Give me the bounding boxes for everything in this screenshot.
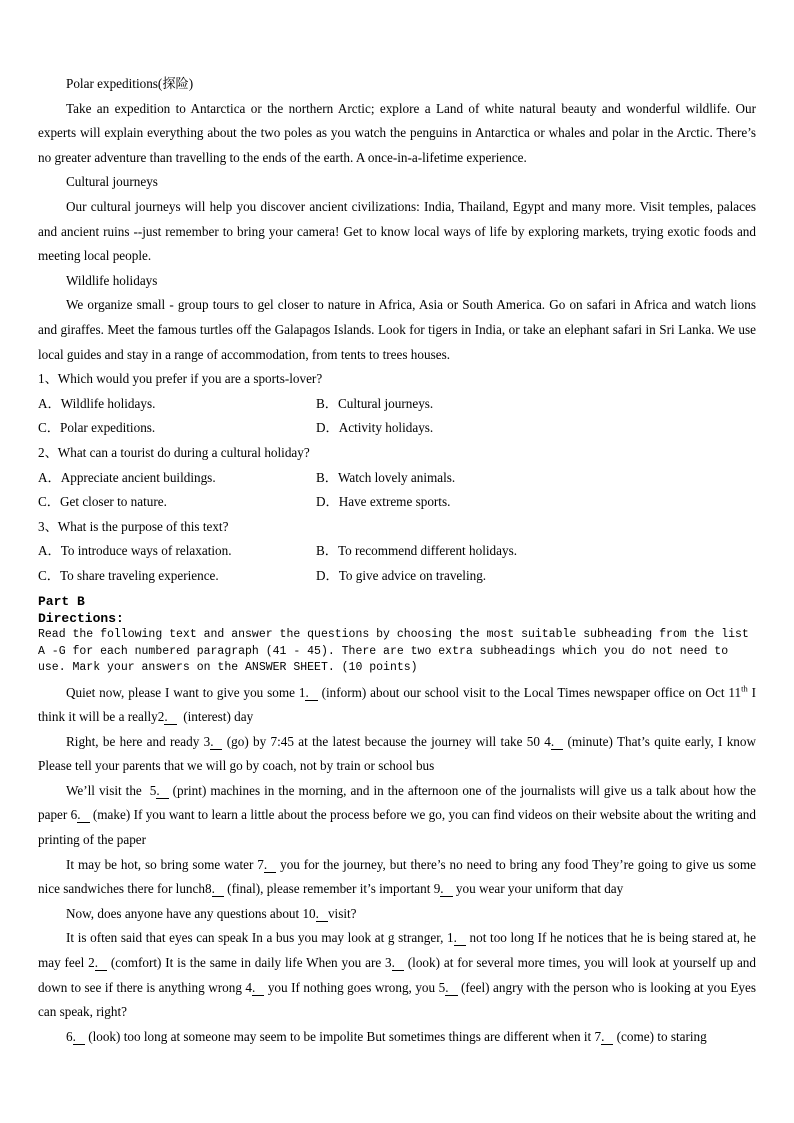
option-B: B．Cultural journeys.: [316, 395, 434, 411]
option-B: B．To recommend different holidays.: [316, 543, 517, 559]
paragraph: Now, does anyone have any questions about 10. visit?: [66, 905, 357, 921]
blank-underline: .: [77, 807, 89, 823]
superscript: th: [741, 683, 748, 694]
option-D: D．Activity holidays.: [316, 420, 434, 436]
blank-underline: .: [601, 1029, 613, 1045]
reading-passage: [38, 72, 756, 367]
option-A: A．Wildlife holidays.: [38, 395, 156, 411]
option-row: [38, 490, 756, 515]
option-row: [38, 539, 756, 564]
blank-underline: .: [264, 857, 276, 873]
option-A: A．Appreciate ancient buildings.: [38, 469, 216, 485]
blank-underline: .: [212, 881, 224, 897]
blank-underline: .: [551, 734, 563, 750]
blank-underline: .: [73, 1029, 85, 1045]
option-C: C．Polar expeditions.: [38, 420, 156, 436]
paragraph: Polar expeditions(探险): [66, 76, 194, 91]
option-B: B．Watch lovely animals.: [316, 469, 456, 485]
blank-underline: .: [305, 685, 317, 701]
paragraph: 6. (look) too long at someone may seem to be impolite But sometimes things are different when it 7. (come) to staring: [66, 1028, 707, 1044]
blank-underline: .: [210, 734, 222, 750]
paragraph: We organize small - group tours to gel closer to nature in Africa, Asia or South America. Go on safari in Africa and watch lions and giraffes. Meet the famous turtles off the Galapagos Islands. Look for tigers in India, or take an elephant safari in Sri Lanka. We use local guides and stay in a range of accommodation, from tents to trees houses.: [38, 297, 756, 362]
blank-underline: .: [392, 955, 404, 971]
blank-underline: .: [156, 783, 168, 799]
blank-underline: .: [164, 709, 176, 725]
cloze-passage-school-visit: [38, 681, 756, 927]
paragraph: Wildlife holidays: [66, 272, 158, 288]
option-row: [38, 392, 756, 417]
paragraph: Right, be here and ready 3. (go) by 7:45 at the latest because the journey will take 50 4. (minute) That’s quite early, I know Please tell your parents that we will go by coach, not by train or school bus: [38, 733, 757, 774]
paragraph: We’ll visit the 5. (print) machines in the morning, and in the afternoon one of the journalists will give us a talk about how the paper 6. (make) If you want to learn a little about the process before we go, you can find videos on their website about the writing and printing of the paper: [38, 782, 757, 848]
paragraph: Cultural journeys: [66, 174, 158, 190]
option-A: A．To introduce ways of relaxation.: [38, 543, 232, 559]
option-row: [38, 416, 756, 441]
option-D: D．To give advice on traveling.: [316, 567, 487, 583]
paragraph: Take an expedition to Antarctica or the northern Arctic; explore a Land of white natural beauty and wonderful wildlife. Our experts will explain everything about the two poles as you watch the penguins in Antarctica or whales and polar in the Arctic. There’s no greater adventure than travelling to the ends of the earth. A once-in-a-lifetime experience.: [38, 100, 756, 165]
option-C: C．To share traveling experience.: [38, 567, 219, 583]
part-b-section: [38, 594, 756, 676]
option-row: [38, 564, 756, 589]
directions-label: Directions:: [38, 610, 124, 626]
blank-underline: .: [454, 930, 466, 946]
blank-underline: .: [95, 955, 107, 971]
option-row: [38, 466, 756, 491]
blank-underline: .: [445, 980, 457, 996]
question-stem-3: 3、What is the purpose of this text?: [38, 518, 229, 534]
blank-underline: .: [252, 980, 264, 996]
blank-underline: .: [316, 906, 328, 922]
paragraph: It is often said that eyes can speak In a bus you may look at g stranger, 1. not too long If he notices that he is being stared at, he may feel 2. (comfort) It is the same in daily life When you are 3. (look) at for several more times, you will look at yourself up and down to see if there is anything wrong 4. you If nothing goes wrong, you 5. (feel) angry with the person who is looking at you Eyes can speak, right?: [38, 930, 756, 1020]
blank-underline: .: [440, 881, 452, 897]
paragraph: It may be hot, so bring some water 7. you for the journey, but there’s no need to bring any food They’re going to give us some nice sandwiches there for lunch8. (final), please remember it’s important 9. you wear your uniform that day: [38, 856, 756, 897]
directions-text: Read the following text and answer the questions by choosing the most suitable subheading from the list A -G for each numbered paragraph (41 - 45). There are two extra subheadings which you do not need to use. Mark your answers on the ANSWER SHEET. (10 points): [38, 628, 749, 675]
question-stem-1: 1、Which would you prefer if you are a sports-lover?: [38, 371, 323, 387]
paragraph: Quiet now, please I want to give you some 1. (inform) about our school visit to the Local Times newspaper office on Oct 11th I think it will be a really2. (interest) day: [38, 683, 756, 725]
paragraph: Our cultural journeys will help you discover ancient civilizations: India, Thailand, Egypt and many more. Visit temples, palaces and ancient ruins --just remember to bring your camera! Get to know local ways of life by exploring markets, trying exotic foods and meeting local people.: [38, 198, 756, 264]
option-C: C．Get closer to nature.: [38, 494, 167, 510]
comprehension-questions: [38, 367, 756, 588]
option-D: D．Have extreme sports.: [316, 494, 451, 510]
cloze-passage-eyes-speak: [38, 926, 756, 1049]
question-stem-2: 2、What can a tourist do during a cultural holiday?: [38, 444, 310, 460]
part-b-title: Part B: [38, 594, 85, 610]
